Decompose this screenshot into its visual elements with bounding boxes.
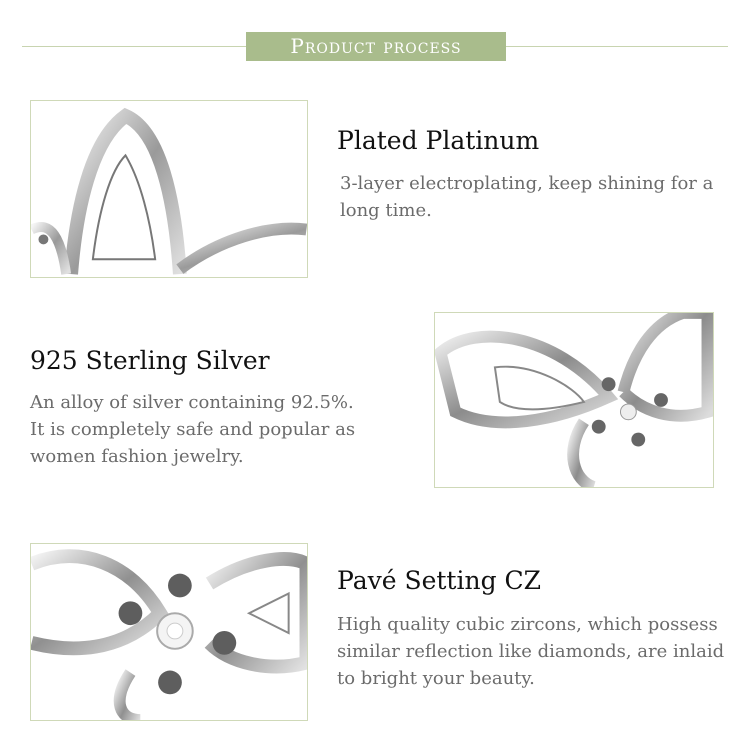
butterfly-wing-image — [31, 101, 307, 277]
butterfly-charm-image — [435, 313, 713, 487]
header-rule-right — [506, 46, 728, 47]
header-rule-left — [22, 46, 246, 47]
product-process-banner: Product process — [246, 32, 506, 61]
section-desc-sterling-silver: An alloy of silver containing 92.5%. It is completely safe and popular as women fashion jewelry. — [30, 392, 356, 467]
pave-setting-photo — [30, 543, 308, 721]
sterling-silver-photo — [434, 312, 714, 488]
section-title-sterling-silver: 925 Sterling Silver — [30, 346, 270, 375]
section-desc-plated-platinum: 3-layer electroplating, keep shining for a long time. — [340, 173, 714, 221]
section-desc-pave-setting: High quality cubic zircons, which possess similar reflection like diamonds, are inlaid to bright your beauty. — [337, 614, 725, 689]
plated-platinum-photo — [30, 100, 308, 278]
section-title-plated-platinum: Plated Platinum — [337, 126, 540, 155]
cz-stone-image — [31, 544, 307, 720]
section-title-pave-setting: Pavé Setting CZ — [337, 566, 542, 595]
